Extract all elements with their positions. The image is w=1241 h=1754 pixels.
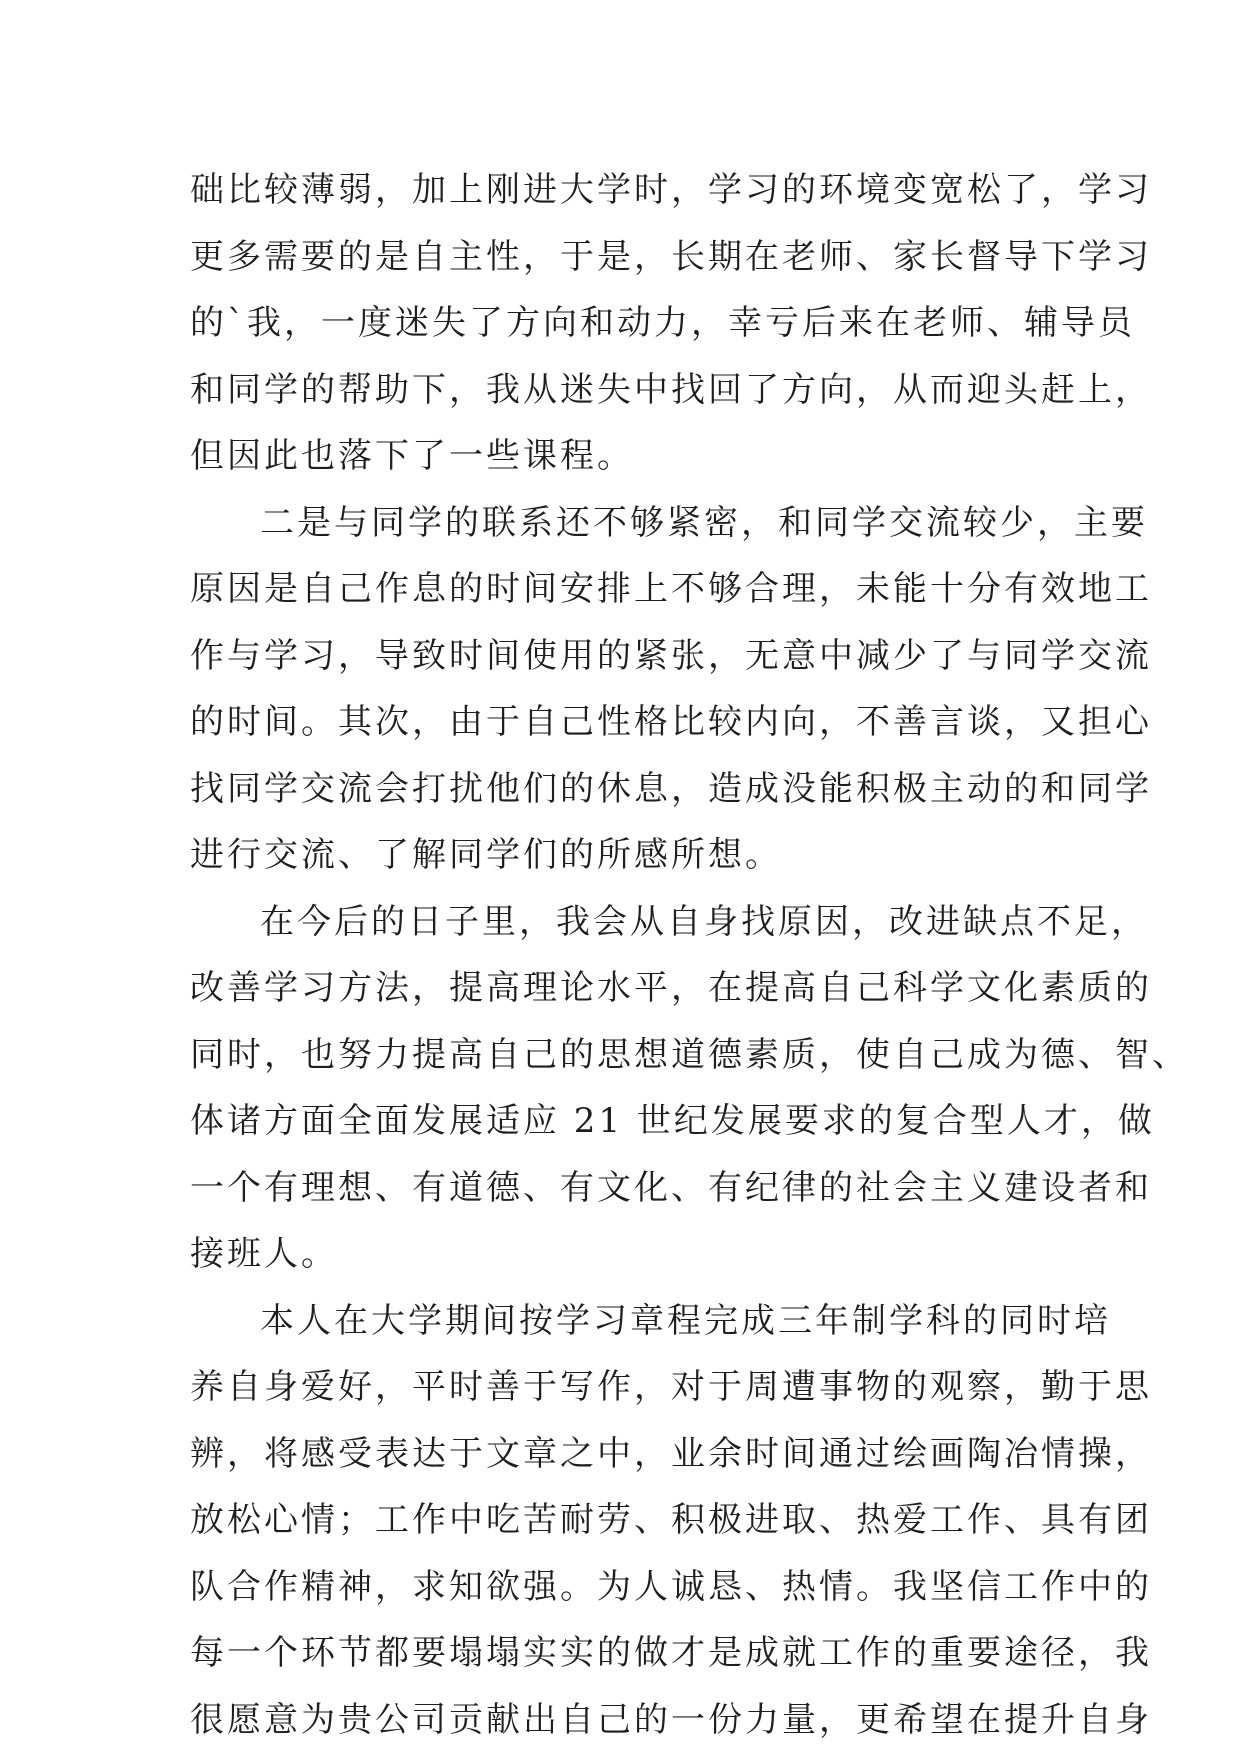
text-line: 原因是自己作息的时间安排上不够合理，未能十分有效地工 [190,569,1152,609]
paragraph-start-line: 二是与同学的联系还不够紧密，和同学交流较少，主要 [260,502,1148,543]
text-line: 更多需要的是自主性，于是，长期在老师、家长督导下学习 [190,236,1152,277]
text-line: 但因此也落下了一些课程。 [190,436,634,476]
text-line: 进行交流、了解同学们的所感所想。 [190,835,782,875]
text-line: 作与学习，导致时间使用的紧张，无意中减少了与同学交流 [190,635,1152,676]
text-line: 找同学交流会打扰他们的休息，造成没能积极主动的和同学 [190,768,1152,809]
text-line: 同时，也努力提高自己的思想道德素质，使自己成为德、智、 [190,1034,1189,1075]
text-line: 的时间。其次，由于自己性格比较内向，不善言谈，又担心 [190,702,1152,742]
text-line: 放松心情；工作中吃苦耐劳、积极进取、热爱工作、具有团 [190,1500,1152,1540]
text-line: 每一个环节都要塌塌实实的做才是成就工作的重要途径，我 [190,1633,1152,1673]
body-text [190,157,1189,1753]
text-line: 和同学的帮助下，我从迷失中找回了方向，从而迎头赶上， [190,369,1152,410]
text-line: 础比较薄弱，加上刚进大学时，学习的环境变宽松了，学习 [190,170,1152,210]
text-line: 养自身爱好，平时善于写作，对于周遭事物的观察，勤于思 [190,1367,1152,1407]
text-line: 改善学习方法，提高理论水平，在提高自己科学文化素质的 [190,968,1152,1008]
text-line: 辨，将感受表达于文章之中，业余时间通过绘画陶冶情操， [190,1433,1152,1474]
paragraph-start-line: 本人在大学期间按学习章程完成三年制学科的同时培 [260,1300,1111,1341]
text-line: 体诸方面全面发展适应 21 世纪发展要求的复合型人才，做 [190,1101,1155,1141]
text-line: 接班人。 [190,1234,338,1274]
text-line: 很愿意为贵公司贡献出自己的一份力量，更希望在提升自身 [190,1699,1152,1740]
text-line: 队合作精神，求知欲强。为人诚恳、热情。我坚信工作中的 [190,1566,1152,1607]
text-line: 一个有理想、有道德、有文化、有纪律的社会主义建设者和 [190,1167,1152,1208]
text-line: 的`我，一度迷失了方向和动力，幸亏后来在老师、辅导员 [190,303,1135,343]
paragraph-start-line: 在今后的日子里，我会从自身找原因，改进缺点不足， [260,901,1148,942]
